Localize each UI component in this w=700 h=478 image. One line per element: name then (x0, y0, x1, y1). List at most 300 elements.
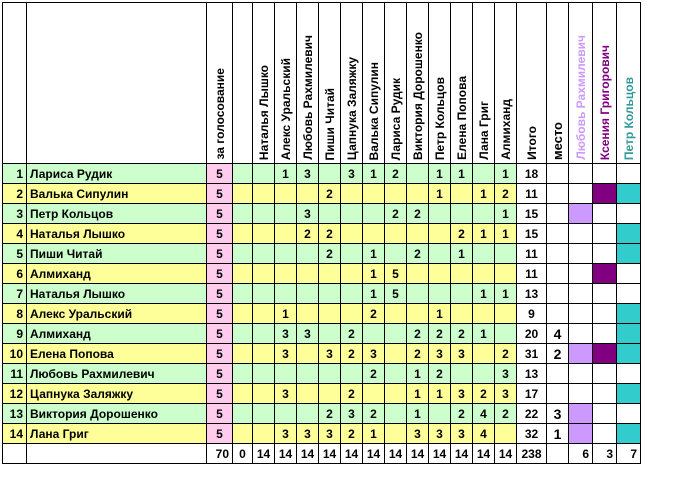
row-name: Валька Сипулин (27, 184, 207, 204)
score-cell: 2 (407, 204, 429, 224)
score-cell (253, 164, 275, 184)
row-number: 11 (3, 364, 27, 384)
judge-mark-1 (569, 364, 593, 384)
row-name: Алекс Уральский (27, 304, 207, 324)
score-cell (451, 364, 473, 384)
score-cell: 1 (407, 384, 429, 404)
judge-mark-1 (569, 184, 593, 204)
judge-mark-3 (617, 424, 641, 444)
header-participant: Петр Кольцов (429, 3, 451, 164)
score-cell (275, 284, 297, 304)
judge-mark-3 (617, 364, 641, 384)
row-vote: 5 (207, 244, 233, 264)
score-cell (495, 304, 517, 324)
row-place (547, 164, 569, 184)
row-number: 8 (3, 304, 27, 324)
score-cell (275, 244, 297, 264)
score-cell: 2 (429, 324, 451, 344)
row-number: 4 (3, 224, 27, 244)
score-cell: 2 (319, 244, 341, 264)
row-name: Наталья Лышко (27, 284, 207, 304)
row-name: Наталья Лышко (27, 224, 207, 244)
footer-vote: 70 (207, 444, 233, 464)
score-cell: 3 (297, 164, 319, 184)
score-cell (297, 364, 319, 384)
row-place: 4 (547, 324, 569, 344)
score-cell (495, 424, 517, 444)
row-number: 2 (3, 184, 27, 204)
judge-mark-2 (593, 184, 617, 204)
score-cell (451, 204, 473, 224)
score-cell (297, 244, 319, 264)
judge-mark-3 (617, 384, 641, 404)
score-cell: 2 (363, 364, 385, 384)
row-name: Виктория Дорошенко (27, 404, 207, 424)
score-cell (495, 244, 517, 264)
row-total: 31 (517, 344, 547, 364)
score-cell: 3 (495, 364, 517, 384)
header-row (3, 3, 641, 164)
score-cell (385, 404, 407, 424)
judge-mark-1 (569, 264, 593, 284)
score-cell: 2 (451, 404, 473, 424)
header-participant: Виктория Дорошенко (407, 3, 429, 164)
row-name: Алмиханд (27, 264, 207, 284)
score-cell: 3 (451, 424, 473, 444)
score-cell (319, 284, 341, 304)
score-cell: 2 (341, 344, 363, 364)
row-number: 9 (3, 324, 27, 344)
row-total: 9 (517, 304, 547, 324)
row-vote: 5 (207, 364, 233, 384)
score-cell: 3 (275, 424, 297, 444)
row-zero (233, 224, 253, 244)
score-cell (253, 284, 275, 304)
row-total: 15 (517, 224, 547, 244)
score-cell: 1 (363, 424, 385, 444)
row-total: 11 (517, 184, 547, 204)
score-cell: 1 (429, 164, 451, 184)
score-cell (319, 204, 341, 224)
score-cell: 2 (341, 324, 363, 344)
row-zero (233, 204, 253, 224)
row-vote: 5 (207, 324, 233, 344)
table-row (3, 204, 641, 224)
judge-mark-3 (617, 284, 641, 304)
score-cell: 1 (473, 184, 495, 204)
row-place (547, 244, 569, 264)
score-cell: 2 (341, 384, 363, 404)
score-cell (451, 184, 473, 204)
score-cell: 3 (297, 204, 319, 224)
table-row (3, 344, 641, 364)
judge-mark-1 (569, 404, 593, 424)
score-cell: 1 (363, 284, 385, 304)
row-name: Любовь Рахмилевич (27, 364, 207, 384)
judge-mark-2 (593, 284, 617, 304)
footer-judge-1-count: 6 (569, 444, 593, 464)
score-cell (451, 304, 473, 324)
row-name: Алмиханд (27, 324, 207, 344)
score-cell: 2 (451, 324, 473, 344)
score-cell (319, 264, 341, 284)
judge-mark-1 (569, 224, 593, 244)
score-cell (341, 264, 363, 284)
score-cell (385, 344, 407, 364)
footer-judge-2-count: 3 (593, 444, 617, 464)
score-cell: 2 (363, 404, 385, 424)
score-cell (319, 324, 341, 344)
score-cell: 4 (473, 404, 495, 424)
score-cell (473, 164, 495, 184)
header-participant: Елена Попова (451, 3, 473, 164)
judge-mark-3 (617, 164, 641, 184)
score-cell (319, 304, 341, 324)
score-cell: 2 (341, 424, 363, 444)
score-cell: 1 (407, 364, 429, 384)
score-cell (385, 244, 407, 264)
score-cell (363, 384, 385, 404)
score-cell (297, 184, 319, 204)
score-cell (407, 264, 429, 284)
row-name: Лана Григ (27, 424, 207, 444)
row-vote: 5 (207, 184, 233, 204)
score-cell: 2 (495, 344, 517, 364)
header-participant: Лана Григ (473, 3, 495, 164)
table-row (3, 244, 641, 264)
row-place (547, 204, 569, 224)
score-cell (407, 284, 429, 304)
score-cell: 2 (385, 164, 407, 184)
judge-mark-3 (617, 244, 641, 264)
score-cell: 1 (495, 164, 517, 184)
score-cell (275, 404, 297, 424)
footer-val: 14 (253, 444, 275, 464)
score-cell (297, 304, 319, 324)
score-cell: 3 (319, 424, 341, 444)
table-row (3, 364, 641, 384)
score-cell (407, 184, 429, 204)
row-place: 2 (547, 344, 569, 364)
score-cell: 2 (429, 364, 451, 384)
score-cell: 2 (385, 204, 407, 224)
header-participant: Цапнука Заляжку (341, 3, 363, 164)
header-participant: Наталья Лышко (253, 3, 275, 164)
footer-zero: 0 (233, 444, 253, 464)
row-place: 1 (547, 424, 569, 444)
score-cell (429, 244, 451, 264)
judge-mark-2 (593, 204, 617, 224)
footer-val: 14 (407, 444, 429, 464)
row-zero (233, 164, 253, 184)
table-row (3, 224, 641, 244)
row-total: 13 (517, 284, 547, 304)
table-row (3, 264, 641, 284)
header-participant: Алмиханд (495, 3, 517, 164)
judge-mark-2 (593, 344, 617, 364)
score-cell: 2 (473, 384, 495, 404)
row-zero (233, 424, 253, 444)
row-place (547, 384, 569, 404)
score-cell (407, 304, 429, 324)
row-zero (233, 184, 253, 204)
score-cell: 3 (451, 344, 473, 364)
score-cell: 1 (451, 244, 473, 264)
score-cell (473, 304, 495, 324)
row-total: 15 (517, 204, 547, 224)
header-total: Итого (517, 3, 547, 164)
header-zero (233, 3, 253, 164)
judge-mark-1 (569, 324, 593, 344)
score-cell (253, 184, 275, 204)
judge-mark-1 (569, 204, 593, 224)
score-table (2, 2, 641, 464)
table-body (3, 164, 641, 444)
row-total: 11 (517, 264, 547, 284)
score-cell: 1 (275, 304, 297, 324)
score-cell (385, 324, 407, 344)
score-cell (363, 184, 385, 204)
score-cell: 1 (495, 204, 517, 224)
score-cell (341, 364, 363, 384)
score-cell: 2 (495, 184, 517, 204)
header-judge-2: Ксения Григорович (593, 3, 617, 164)
score-cell: 2 (451, 224, 473, 244)
row-number: 14 (3, 424, 27, 444)
score-cell (385, 364, 407, 384)
score-cell (253, 304, 275, 324)
row-place: 3 (547, 404, 569, 424)
score-cell (341, 204, 363, 224)
row-vote: 5 (207, 284, 233, 304)
row-vote: 5 (207, 404, 233, 424)
row-total: 32 (517, 424, 547, 444)
score-cell (253, 344, 275, 364)
score-cell (275, 184, 297, 204)
row-place (547, 264, 569, 284)
footer-total: 238 (517, 444, 547, 464)
row-place (547, 364, 569, 384)
row-zero (233, 324, 253, 344)
score-cell: 1 (451, 164, 473, 184)
row-total: 17 (517, 384, 547, 404)
score-cell (429, 204, 451, 224)
footer-val: 14 (341, 444, 363, 464)
score-cell (495, 264, 517, 284)
footer-val: 14 (429, 444, 451, 464)
score-cell: 1 (473, 324, 495, 344)
row-total: 20 (517, 324, 547, 344)
score-cell (253, 204, 275, 224)
score-cell (297, 344, 319, 364)
row-name: Петр Кольцов (27, 204, 207, 224)
footer-place (547, 444, 569, 464)
footer-val: 14 (385, 444, 407, 464)
score-cell: 3 (451, 384, 473, 404)
judge-mark-1 (569, 244, 593, 264)
header-participant: Алекс Уральский (275, 3, 297, 164)
header-name (27, 3, 207, 164)
row-number: 13 (3, 404, 27, 424)
footer-val: 14 (473, 444, 495, 464)
score-cell: 2 (407, 324, 429, 344)
score-cell (297, 404, 319, 424)
score-cell: 1 (429, 184, 451, 204)
score-cell (319, 384, 341, 404)
header-participant: Лариса Рудик (385, 3, 407, 164)
judge-mark-3 (617, 204, 641, 224)
header-participant: Любовь Рахмилевич (297, 3, 319, 164)
row-place (547, 304, 569, 324)
row-place (547, 224, 569, 244)
row-vote: 5 (207, 204, 233, 224)
row-place (547, 284, 569, 304)
row-zero (233, 404, 253, 424)
score-cell: 1 (275, 164, 297, 184)
score-cell (275, 204, 297, 224)
footer-val: 14 (275, 444, 297, 464)
judge-mark-2 (593, 404, 617, 424)
row-name: Лариса Рудик (27, 164, 207, 184)
judge-mark-1 (569, 304, 593, 324)
score-cell: 1 (363, 264, 385, 284)
judge-mark-1 (569, 384, 593, 404)
judge-mark-3 (617, 344, 641, 364)
score-cell (451, 264, 473, 284)
footer-val: 14 (451, 444, 473, 464)
score-cell: 2 (407, 344, 429, 364)
score-cell (473, 204, 495, 224)
header-num (3, 3, 27, 164)
row-zero (233, 344, 253, 364)
score-cell: 3 (495, 384, 517, 404)
table-row (3, 284, 641, 304)
judge-mark-1 (569, 344, 593, 364)
row-total: 13 (517, 364, 547, 384)
score-cell (253, 244, 275, 264)
score-cell (385, 184, 407, 204)
score-cell (363, 204, 385, 224)
score-cell (253, 424, 275, 444)
header-participant: Валька Сипулин (363, 3, 385, 164)
score-cell: 3 (341, 404, 363, 424)
score-cell: 1 (363, 244, 385, 264)
table-row (3, 424, 641, 444)
score-cell (341, 304, 363, 324)
score-cell: 1 (473, 284, 495, 304)
score-cell (473, 344, 495, 364)
score-cell (429, 264, 451, 284)
row-number: 3 (3, 204, 27, 224)
score-cell: 1 (407, 404, 429, 424)
score-cell: 1 (495, 284, 517, 304)
score-cell (407, 224, 429, 244)
score-cell: 1 (495, 224, 517, 244)
judge-mark-3 (617, 264, 641, 284)
judge-mark-3 (617, 404, 641, 424)
score-cell: 3 (319, 344, 341, 364)
score-cell: 1 (473, 224, 495, 244)
score-cell: 5 (385, 284, 407, 304)
score-cell (319, 164, 341, 184)
judge-mark-2 (593, 364, 617, 384)
score-cell (385, 384, 407, 404)
row-zero (233, 384, 253, 404)
score-cell: 2 (319, 224, 341, 244)
judge-mark-1 (569, 284, 593, 304)
score-cell: 3 (275, 324, 297, 344)
header-vote: за голосование (207, 3, 233, 164)
row-vote: 5 (207, 424, 233, 444)
score-cell (341, 224, 363, 244)
row-vote: 5 (207, 164, 233, 184)
judge-mark-2 (593, 164, 617, 184)
score-cell (341, 184, 363, 204)
judge-mark-1 (569, 164, 593, 184)
row-vote: 5 (207, 264, 233, 284)
score-cell: 1 (429, 384, 451, 404)
row-name: Цапнука Заляжку (27, 384, 207, 404)
score-cell: 2 (319, 184, 341, 204)
score-cell (429, 284, 451, 304)
score-cell: 2 (319, 404, 341, 424)
score-cell (297, 264, 319, 284)
score-cell (429, 224, 451, 244)
score-cell: 3 (429, 344, 451, 364)
footer-val: 14 (363, 444, 385, 464)
score-cell: 1 (429, 304, 451, 324)
judge-mark-2 (593, 244, 617, 264)
judge-mark-2 (593, 324, 617, 344)
row-total: 18 (517, 164, 547, 184)
table-row (3, 164, 641, 184)
score-cell (363, 224, 385, 244)
score-cell: 3 (363, 344, 385, 364)
row-zero (233, 364, 253, 384)
footer-val: 14 (297, 444, 319, 464)
footer-val: 14 (319, 444, 341, 464)
score-cell (253, 384, 275, 404)
judge-mark-2 (593, 424, 617, 444)
row-zero (233, 284, 253, 304)
row-total: 22 (517, 404, 547, 424)
score-cell (297, 284, 319, 304)
score-cell: 3 (407, 424, 429, 444)
judge-mark-2 (593, 264, 617, 284)
score-cell (473, 244, 495, 264)
score-cell (385, 304, 407, 324)
score-cell (385, 224, 407, 244)
judge-mark-2 (593, 224, 617, 244)
score-cell (407, 164, 429, 184)
score-cell (473, 364, 495, 384)
row-vote: 5 (207, 384, 233, 404)
score-cell: 3 (341, 164, 363, 184)
row-number: 7 (3, 284, 27, 304)
score-cell: 1 (363, 164, 385, 184)
row-place (547, 184, 569, 204)
score-cell (253, 264, 275, 284)
row-zero (233, 264, 253, 284)
row-zero (233, 244, 253, 264)
score-cell: 2 (495, 404, 517, 424)
score-cell (275, 364, 297, 384)
footer-val: 14 (495, 444, 517, 464)
score-cell (429, 404, 451, 424)
row-vote: 5 (207, 304, 233, 324)
footer-row (3, 444, 641, 464)
judge-mark-3 (617, 324, 641, 344)
